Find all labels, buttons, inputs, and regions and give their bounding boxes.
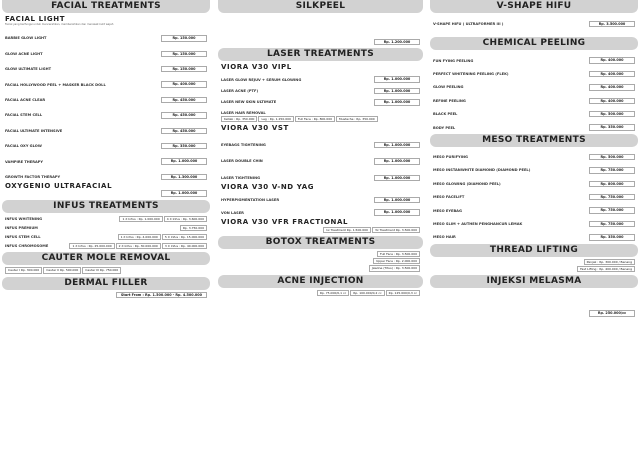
item-name: REFINE PEELING [433,98,466,103]
oxygenio-label: OXYGENIO ULTRAFACIAL [5,182,113,191]
oxygenio-price: Rp. 1.000.000 [161,190,207,196]
item-price: Rp. 750.000 [589,167,635,173]
price-row [5,174,207,180]
item-name: MESO EYEBAG [433,208,462,213]
price-cell: Rp. 125.000/0,3 cc [386,290,420,296]
botox-treatments-header: BOTOX TREATMENTS [218,236,423,249]
price-row [433,111,635,117]
item-price: Rp. 1.000.000 [374,209,420,215]
silkpeel-price: Rp. 1.200.000 [374,39,420,45]
price-cell: Cauter III Rp. 750.000 [82,267,121,273]
infus-prices [180,225,207,231]
price-row [221,209,420,215]
item-name: GLOW ULTIMATE LIGHT [5,67,52,72]
item-price: Rp. 400.000 [589,84,635,90]
price-cell: 5 X Infus : Rp. 15.000.000 [162,234,207,240]
price-cell: Cauter II Rp. 500.000 [43,267,81,273]
price-row [221,197,420,203]
meso-items-list [430,154,638,241]
price-row [433,57,635,63]
price-cell: Rp. 100.000/0,2 cc [350,290,384,296]
price-row [5,158,207,164]
item-name: FACIAL ACNE CLEAR [5,97,46,102]
infus-row [5,225,207,231]
column-left [2,0,210,298]
item-name: BARBIE GLOW LIGHT [5,36,47,41]
price-row [433,221,635,227]
infus-name: INFUS WHITENING [5,216,43,221]
price-cell: Fast Lifting : Rp. 400.000 / Benang [577,266,635,272]
price-cell: 1 X Infus : Rp. 4.000.000 [118,234,161,240]
item-price: Rp. 750.000 [589,194,635,200]
infus-prices [118,234,207,240]
item-price: Rp. 1.300.000 [161,174,207,180]
injeksi-melasma-header: INJEKSI MELASMA [430,275,638,288]
price-cell: Mustache : Rp. 350.000 [336,116,378,122]
item-price: Rp. 450.000 [161,97,207,103]
price-row [433,98,635,104]
price-row [221,76,420,82]
meso-treatments-header: MESO TREATMENTS [430,134,638,147]
item-name: VON LASER [221,210,244,215]
price-row [5,112,207,118]
price-cell: Panjak : Rp. 300.000 / Benang [584,259,635,265]
price-row [221,88,420,94]
item-price: Rp. 1.000.000 [374,175,420,181]
item-name: BODY PEEL [433,125,456,130]
price-cell: Cauter I Rp. 300.000 [5,267,42,273]
item-price: Rp. 500.000 [589,154,635,160]
price-cell: Full Face : Rp. 800.000 [295,116,335,122]
item-price: Rp. 350.000 [589,124,635,130]
facial-light-title: FACIAL LIGHT [5,15,66,23]
infus-name: INFUS CHROMOSOME [5,244,49,249]
item-price: Rp. 400.000 [589,71,635,77]
item-name: HYPERPIGMENTATION LASER [221,198,280,203]
item-name: VAMPIRE THERAPY [5,159,44,164]
column-middle [218,0,423,297]
viora-vst-title: VIORA V30 VST [221,123,289,132]
price-cell: Rp. 75.000/0,1 cc [317,290,349,296]
column-right [430,0,638,317]
price-row [221,142,420,148]
price-row [5,97,207,103]
price-row [433,71,635,77]
thread-cells [433,259,635,272]
item-price: Rp. 350.000 [161,143,207,149]
price-cell: 1 X Infus : Rp. 25.000.000 [69,243,114,249]
price-row [5,81,207,87]
hair-removal-cells [221,116,420,122]
price-cell: 4 X Infus : Rp. 3.600.000 [164,216,207,222]
filler-price: Start From : Rp. 1.500.000 - Rp. 4.500.000 [116,292,207,298]
ndyag-items-list [218,197,423,216]
item-name: EYEBAGS TIGHTENING [221,143,266,148]
melasma-price: Rp. 250.000/cc [589,310,635,316]
silkpeel-row [221,39,420,45]
item-name: FACIAL HOLLYWOOD PEEL + MASKER BLACK DOLL [5,82,106,87]
item-name: LASER GLOW REJUV + SERUM GLOWING [221,77,302,82]
item-price: Rp. 150.000 [161,35,207,41]
item-name: MESO SLIM + AUTHEN PENGHANCUR LEMAK [433,222,523,227]
oxygenio-title [5,182,207,190]
item-name: MESO FACELIFT [433,195,465,200]
price-row [5,51,207,57]
item-price: Rp. 1.000.000 [374,99,420,105]
vshape-hifu-header: V-SHAPE HIFU [430,0,638,13]
item-price: Rp. 400.000 [161,81,207,87]
melasma-row [433,310,635,316]
item-name: GROWTH FACTOR THERAPY [5,174,61,179]
item-name: MESO INSTANWHITE DIAMOND (DIAMOND PEEL) [433,168,531,173]
price-row [433,124,635,130]
price-row [5,128,207,134]
item-name: MESO GLOWING (DIAMOND PEEL) [433,181,501,186]
price-cell: Rp. 3.750.000 [180,225,207,231]
laser-treatments-header: LASER TREATMENTS [218,48,423,61]
item-name: FACIAL STEM CELL [5,113,43,118]
price-cell: 3 X Infus : Rp. 40.000.000 [162,243,207,249]
item-price: Rp. 1.000.000 [374,142,420,148]
facial-treatments-header: FACIAL TREATMENTS [2,0,210,13]
price-cell: 3x Treatment Rp. 3.500.000 [372,227,420,233]
item-name: GLOW ACNE LIGHT [5,51,43,56]
item-price: Rp. 1.000.000 [374,158,420,164]
chemical-items-list [430,57,638,130]
item-price: Rp. 1.000.000 [374,88,420,94]
price-cell: Leg : Rp. 1.250.000 [258,116,293,122]
item-price: Rp. 400.000 [589,98,635,104]
price-row [433,84,635,90]
item-price: Rp. 150.000 [161,51,207,57]
cauter-mole-header: CAUTER MOLE REMOVAL [2,252,210,265]
item-price: Rp. 750.000 [589,221,635,227]
item-price: Rp. 1.000.000 [374,76,420,82]
price-cell: Jawline (Titus) : Rp. 3.500.000 [369,265,420,271]
infus-row [5,243,207,249]
price-row [221,175,420,181]
item-price: Rp. 500.000 [589,111,635,117]
infus-name: INFUS STEM CELL [5,235,41,240]
price-cell: Ketiak : Rp. 350.000 [221,116,257,122]
item-name: GLOW PEELING [433,85,464,90]
vfr-cells [221,227,420,233]
infus-prices [69,243,207,249]
acne-injection-header: ACNE INJECTION [218,275,423,288]
price-row [433,154,635,160]
item-price: Rp. 450.000 [161,112,207,118]
oxygenio-row [5,190,207,196]
item-name: LASER NEW SKIN ULTIMATE [221,100,277,105]
facial-light-desc: Facial yang berfungsi untuk mencerahkan, membersihkan dan merawat kulit wajah [5,23,114,26]
price-row [433,194,635,200]
price-cell: 1 X Infus : Rp. 1.000.000 [119,216,162,222]
vshape-row [433,21,635,27]
item-name: MESO HAIR [433,235,456,240]
item-price: Rp. 800.000 [589,181,635,187]
viora-vipl-title: VIORA V30 VIPL [221,63,292,72]
infus-row [5,216,207,222]
price-cell: Full Face : Rp. 3.500.000 [377,251,420,257]
price-cell: 2 X Infus : Rp. 30.000.000 [116,243,161,249]
item-name: PERFECT WHITENING PEELING (FLEK) [433,72,509,77]
infus-prices [119,216,207,222]
item-name: BLACK PEEL [433,112,458,117]
silkpeel-header: SILKPEEL [218,0,423,13]
viora-vfr-title: VIORA V30 VFR FRACTIONAL [221,217,349,226]
price-cell: 1x Treatment Rp. 1.500.000 [323,227,371,233]
price-row [221,99,420,105]
item-name: LASER HAIR REMOVAL [221,110,266,115]
price-row [221,111,420,115]
price-row [5,66,207,72]
viora-ndyag-title: VIORA V30 V-ND YAG [221,183,315,192]
item-price: Rp. 450.000 [161,128,207,134]
price-row [433,181,635,187]
price-cell: Upper Face : Rp. 2.000.000 [373,258,420,264]
item-price: Rp. 350.000 [589,234,635,240]
thread-lifting-header: THREAD LIFTING [430,244,638,257]
item-price: Rp. 150.000 [161,66,207,72]
infus-row [5,234,207,240]
price-row [433,207,635,213]
cauter-cells [5,267,207,273]
vipl-items-list [218,76,423,114]
infus-name: INFUS PREMIUM [5,225,38,230]
item-name: LASER TIGHTENING [221,175,261,180]
dermal-filler-header: DERMAL FILLER [2,277,210,290]
item-name: FACIAL OXY GLOW [5,144,42,149]
facial-items-list [2,35,210,180]
item-price: Rp. 750.000 [589,207,635,213]
filler-row [5,292,207,298]
price-row [5,143,207,149]
chemical-peeling-header: CHEMICAL PEELING [430,37,638,50]
acne-cells [221,290,420,296]
price-row [5,35,207,41]
price-row [221,158,420,164]
item-name: LASER ACNE (PTF) [221,89,259,94]
price-row [433,167,635,173]
item-name: LASER DOUBLE CHIN [221,159,263,164]
botox-cells [221,251,420,272]
item-price: Rp. 1.000.000 [161,158,207,164]
infus-rows-list [2,216,210,250]
item-name: FACIAL ULTIMATE INTENSIVE [5,128,63,133]
vshape-name: V-SHAPE HIFU ( ULTRAFORMER III ) [433,22,504,27]
price-row [433,234,635,240]
item-name: MESO PURIFYING [433,155,468,160]
item-name: FUN FYING PEELING [433,58,474,63]
item-price: Rp. 1.000.000 [374,197,420,203]
vshape-price: Rp. 3.500.000 [589,21,635,27]
vst-items-list [218,142,423,181]
infus-treatments-header: INFUS TREATMENTS [2,200,210,213]
item-price: Rp. 400.000 [589,57,635,63]
